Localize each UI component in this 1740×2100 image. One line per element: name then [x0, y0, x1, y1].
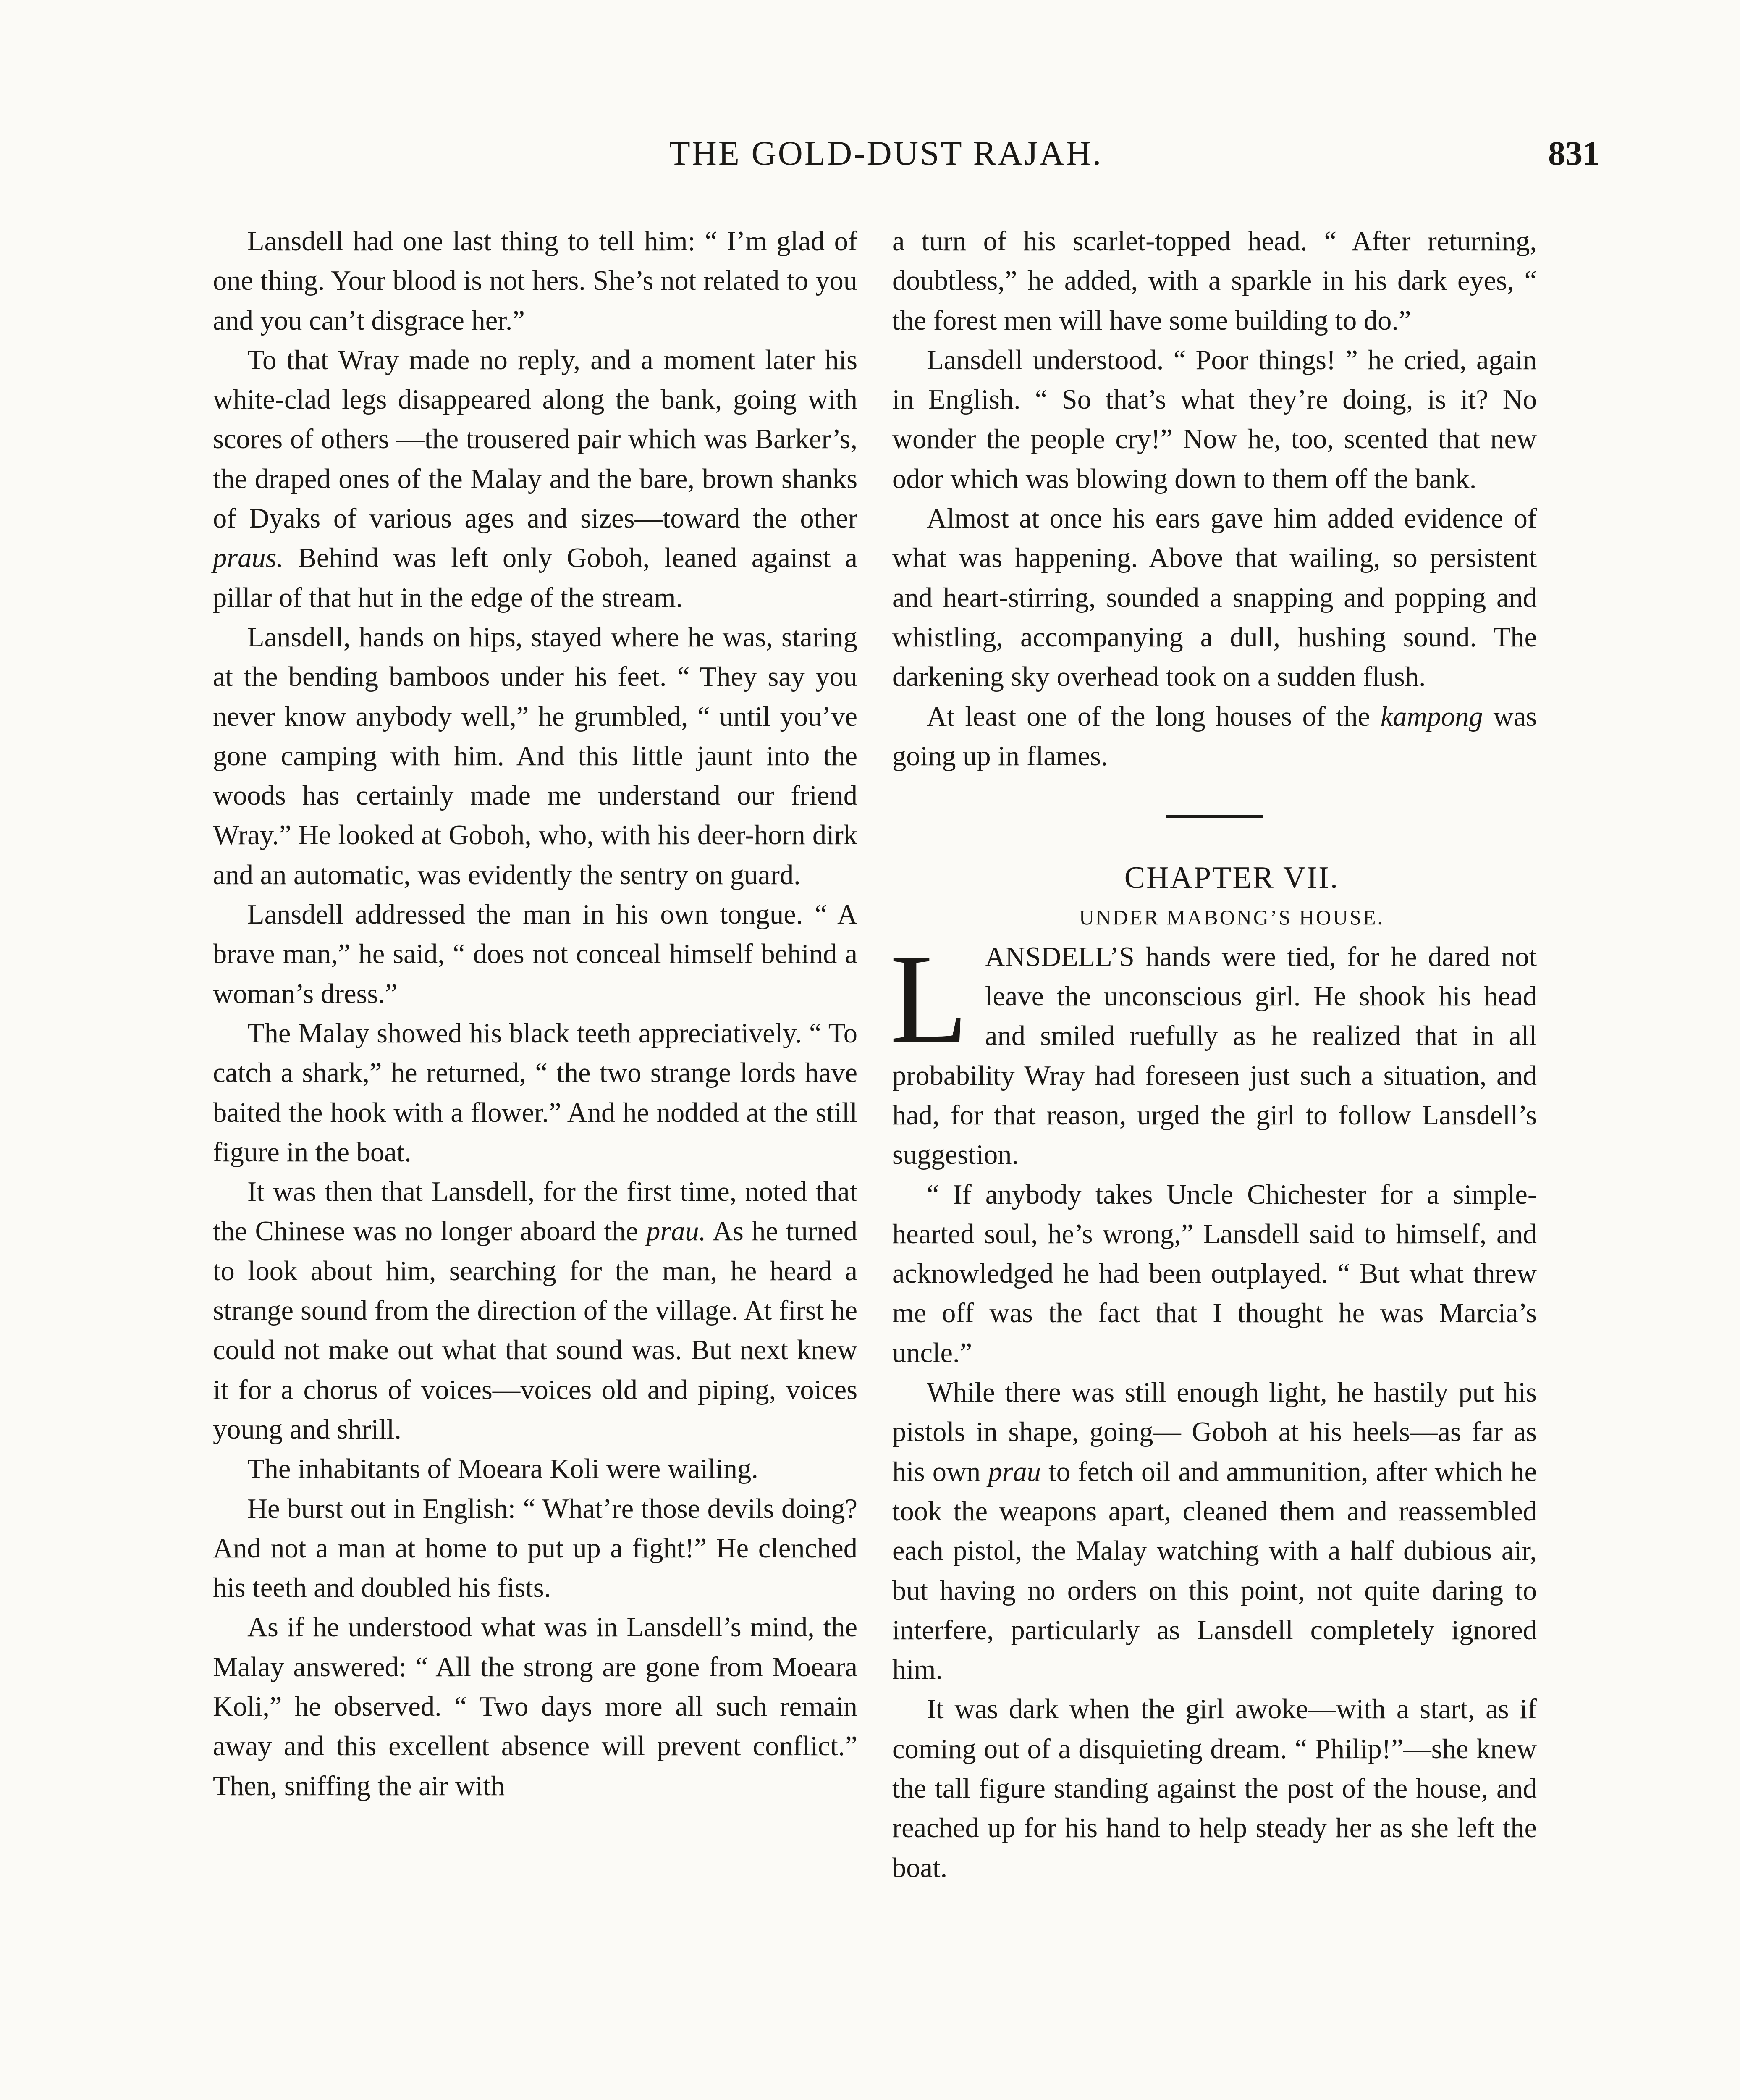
- section-divider: [1166, 815, 1263, 818]
- italic-text: prau.: [646, 1216, 706, 1247]
- italic-text: praus.: [213, 543, 284, 574]
- right-column-top: [892, 222, 1537, 776]
- paragraph: [213, 1014, 857, 1172]
- left-column: [213, 222, 857, 1806]
- text-run: While there was still enough light, he hastily put his pistols in shape, going— Goboh at his heels—as far as his own: [892, 1377, 1537, 1487]
- chapter-title: CHAPTER VII.: [1124, 861, 1339, 895]
- text-run: a turn of his scarlet-topped head. “ After returning, doubtless,” he added, with a sparkle in his dark eyes, “ the forest men will have some building to do.”: [892, 226, 1537, 336]
- paragraph: [892, 1175, 1537, 1373]
- text-run: It was then that Lansdell, for the first time, noted that the Chinese was no longer aboard the: [213, 1176, 857, 1247]
- paragraph: [890, 927, 1537, 1175]
- italic-text: prau: [988, 1456, 1041, 1487]
- paragraph: [892, 499, 1537, 697]
- paragraph: [892, 697, 1537, 777]
- text-run: Lansdell addressed the man in his own tongue. “ A brave man,” he said, “ does not conceal himself behind a woman’s dress.”: [213, 899, 857, 1009]
- text-run: was going up in flames.: [892, 701, 1537, 772]
- text-run: ANSDELL’S hands were tied, for he dared not leave the unconscious girl. He shook his head and smiled ruefully as he realized that in all probability Wray had foreseen just such a situation, and had, for that reason, urged the girl to follow Lansdell’s suggestion.: [892, 941, 1537, 1171]
- paragraph: [213, 1489, 857, 1608]
- paragraph: [213, 895, 857, 1014]
- paragraph: [892, 1690, 1537, 1887]
- text-run: Lansdell understood. “ Poor things! ” he cried, again in English. “ So that’s what they’re doing, is it? No wonder the people cry!” Now he, too, scented that new odor which was blowing down to them off the bank.: [892, 344, 1537, 494]
- text-run: “ If anybody takes Uncle Chichester for a simple-hearted soul, he’s wrong,” Lansdell said to himself, and acknowledged he had been outplayed. “ But what threw me off was the fact that I thought he was Marcia’s uncle.”: [892, 1179, 1537, 1368]
- chapter-subtitle: UNDER MABONG’S HOUSE.: [1079, 906, 1385, 929]
- page-number: 831: [1548, 134, 1600, 172]
- drop-cap: L: [890, 927, 968, 1070]
- paragraph: [892, 341, 1537, 499]
- text-run: Almost at once his ears gave him added evidence of what was happening. Above that wailing, so persistent and heart-stirring, sounded a snapping and popping and whistling, accompanying a dull, hushing sound. The darkening sky overhead took on a sudden flush.: [892, 503, 1537, 693]
- page-header: [235, 126, 1600, 185]
- text-run: Lansdell had one last thing to tell him: “ I’m glad of one thing. Your blood is not hers. She’s not related to you and you can’t disgrace her.”: [213, 226, 857, 336]
- chapter-body: [890, 927, 1537, 1888]
- text-run: Behind was left only Goboh, leaned against a pillar of that hut in the edge of the stream.: [213, 543, 857, 613]
- paragraph: [892, 1373, 1537, 1690]
- paragraph: [213, 1172, 857, 1449]
- paragraph: [213, 1449, 857, 1489]
- text-run: The Malay showed his black teeth appreciatively. “ To catch a shark,” he returned, “ the two strange lords have baited the hook with a flower.” And he nodded at the still figure in the boat.: [213, 1018, 857, 1168]
- paragraph: [213, 341, 857, 618]
- text-run: to fetch oil and ammunition, after which he took the weapons apart, cleaned them and reassembled each pistol, the Malay watching with a half dubious air, but having no orders on this point, not quite daring to interfere, particularly as Lansdell completely ignored him.: [892, 1456, 1537, 1685]
- running-title: THE GOLD-DUST RAJAH.: [669, 134, 1103, 172]
- text-run: As he turned to look about him, searching for the man, he heard a strange sound from the direction of the village. At first he could not make out what that sound was. But next knew it for a chorus of voices—voices old and piping, voices young and shrill.: [213, 1216, 857, 1445]
- text-run: He burst out in English: “ What’re those devils doing? And not a man at home to put up a fight!” He clenched his teeth and doubled his fists.: [213, 1493, 857, 1604]
- right-column: [892, 222, 1537, 1888]
- paragraph: [213, 618, 857, 895]
- italic-text: kampong: [1380, 701, 1483, 732]
- text-run: Lansdell, hands on hips, stayed where he was, staring at the bending bamboos under his feet. “ They say you never know anybody well,” he grumbled, “ until you’ve gone camping with him. And this little jaunt into the woods has certainly made me understand our friend Wray.” He looked at Goboh, who, with his deer-horn dirk and an automatic, was evidently the sentry on guard.: [213, 622, 857, 890]
- text-run: At least one of the long houses of the: [927, 701, 1381, 732]
- paragraph: [892, 222, 1537, 341]
- paragraph: [213, 1608, 857, 1806]
- text-run: As if he understood what was in Lansdell’s mind, the Malay answered: “ All the strong are gone from Moeara Koli,” he observed. “ Two days more all such remain away and this excellent absence will prevent conflict.” Then, sniffing the air with: [213, 1612, 857, 1801]
- paragraph: [213, 222, 857, 341]
- text-run: It was dark when the girl awoke—with a start, as if coming out of a disquieting dream. “ Philip!”—she knew the tall figure standing against the post of the house, and reached up for his hand to help steady her as she left the boat.: [892, 1694, 1537, 1883]
- text-run: To that Wray made no reply, and a moment later his white-clad legs disappeared along the bank, going with scores of others —the trousered pair which was Barker’s, the draped ones of the Malay and the bare, brown shanks of Dyaks of various ages and sizes—toward the other: [213, 344, 857, 534]
- text-run: The inhabitants of Moeara Koli were wailing.: [247, 1454, 758, 1485]
